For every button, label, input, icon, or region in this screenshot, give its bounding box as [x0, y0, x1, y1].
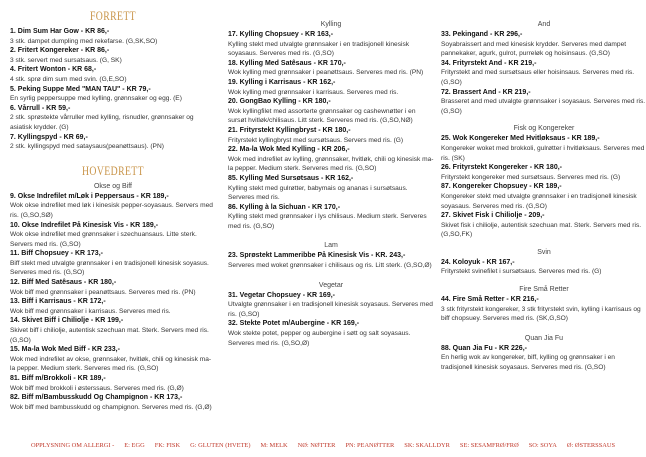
menu-item-description: 2 stk. sprøstekte vårruller med kylling, risnudler, grønnsaker og asiatisk krydder. (G) — [10, 114, 194, 131]
category-okse-og-biff: Okse og Biff — [93, 182, 132, 190]
menu-item-description: Kongereker stekt med utvalgte grønnsaker i en tradisjonell kinesisk soyasaus. Serveres med ris. (G,SO) — [441, 192, 637, 210]
menu-item-title: 13. Biff i Karrisaus - KR 172,- — [10, 298, 106, 306]
menu-item-description: Kylling stekt med grønnsaker i lys chilisaus. Medium sterk. Serveres med ris. (G,SO) — [228, 213, 427, 230]
menu-item — [228, 291, 434, 320]
menu-item-title: 14. Skivet Biff i Chiliolje - KR 199,- — [10, 317, 124, 325]
menu-item-title: 72. Brassert And - KR 219,- — [441, 88, 531, 96]
menu-item — [441, 59, 646, 88]
menu-item — [10, 104, 216, 133]
allergy-legend-entry: E: EGG — [124, 442, 145, 449]
menu-item-description: Wok kylling med grønnsaker i karrisaus. Serveres med ris. — [228, 88, 399, 96]
menu-item-description: Brasseret and med utvalgte grønnsaker i soyasaus. Serveres med ris. (G,SO) — [441, 98, 646, 115]
menu-item-title: 4. Fritert Wonton - KR 68,- — [10, 66, 97, 74]
category-and: And — [537, 21, 551, 28]
menu-item-title: 85. Kylling Med Sursøtsaus - KR 162,- — [228, 174, 354, 182]
allergy-legend-entry: SO: SOYA — [528, 442, 557, 449]
menu-item-description: En syrlig peppersuppe med kylling, grønnsaker og egg. (E) — [10, 95, 182, 103]
menu-item — [228, 59, 434, 78]
menu-item-title: 19. Kylling i Karrisaus - KR 162,- — [228, 78, 336, 86]
menu-item-description: Utvalgte grønnsaker i en tradisjonell kinesisk soyasaus. Serveres med ris. (G,SO) — [228, 301, 433, 318]
menu-item-title: 2. Fritert Kongereker - KR 86,- — [10, 47, 110, 55]
menu-item-description: Wok biff med brokkoli i østerssaus. Serveres med ris. (G,Ø) — [10, 384, 184, 392]
menu-item-description: Wok kyllingfilet med assorterte grønnsaker og cashewnøtter i en sursøt hvitløk/chilisaus. Litt sterk. Serveres med ris. (G,SO,NØ) — [228, 107, 416, 125]
menu-item — [228, 251, 434, 270]
menu-item-title: 18. Kylling Med Satêsaus - KR 170,- — [228, 59, 346, 67]
category-quan-jia-fu: Quan Jia Fu — [524, 334, 564, 342]
svin-list — [441, 258, 646, 277]
menu-item-description: Frityrstekt kongereker med sursøtsaus. Serveres med ris. (G) — [441, 173, 621, 181]
menu-item-description: Kylling stekt med gulrøtter, babymais og ananas i sursøtsaus. Serveres med ris. — [228, 184, 408, 202]
menu-item-title: 25. Wok Kongereker Med Hvitløksaus - KR 189,- — [441, 135, 600, 143]
menu-item-description: Wok biff med grønnsaker i peanøttsaus. Serveres med ris. (PN) — [10, 288, 196, 296]
menu-item-description: Wok biff med grønnsaker i karrisaus. Serveres med ris. — [10, 307, 171, 315]
menu-item-title: 21. Frityrstekt Kyllingbryst - KR 180,- — [228, 126, 351, 134]
menu-item-description: 4 stk. sprø dim sum med svin. (G,E,SO) — [10, 75, 127, 83]
menu-item — [10, 192, 216, 221]
allergy-legend — [0, 442, 646, 449]
menu-item-title: 9. Okse Indrefilet m/Løk i Peppersaus - KR 189,- — [10, 192, 169, 200]
allergy-legend-entry: M: MELK — [260, 442, 288, 449]
menu-item-description: Frityrstekt svinefilet i sursøtsaus. Serveres med ris. (G) — [441, 268, 602, 276]
menu-item-title: 10. Okse Indrefilet På Kinesisk Vis - KR 189,- — [10, 221, 159, 229]
menu-item — [441, 295, 646, 324]
menu-item — [228, 126, 434, 145]
menu-column-1 — [10, 0, 216, 412]
section-header-forrett: FORRETT — [89, 9, 137, 23]
menu-item — [228, 78, 434, 97]
allergy-legend-entry: FK: FISK — [154, 442, 181, 449]
menu-item-title: 12. Biff Med Satêsaus - KR 180,- — [10, 279, 117, 287]
menu-item-title: 20. GongBao Kylling - KR 180,- — [228, 98, 331, 106]
fire-list — [441, 295, 646, 324]
menu-item — [10, 316, 216, 345]
menu-item-title: 82. Biff m/Bambusskudd Og Champignon - KR 173,- — [10, 394, 183, 402]
menu-item — [228, 203, 434, 232]
menu-item-title: 33. Pekingand - KR 296,- — [441, 31, 523, 38]
menu-item — [10, 85, 216, 104]
menu-item-title: 86. Kylling à la Sichuan - KR 170,- — [228, 203, 341, 211]
menu-item — [10, 221, 216, 250]
menu-item-description: Biff stekt med utvalgte grønnsaker i en tradisjonell kinesisk soyasus. Serveres med ris. (G,SO) — [10, 259, 209, 277]
menu-item — [10, 374, 216, 393]
menu-item-title: 31. Vegetar Chopsuey - KR 169,- — [228, 291, 335, 299]
menu-item — [441, 134, 646, 163]
menu-item-title: 44. Fire Små Retter - KR 216,- — [441, 296, 539, 304]
quan-list — [441, 344, 646, 373]
menu-item-description: Wok biff med bambusskudd og champignon. Serveres med ris. (G,Ø) — [10, 403, 212, 411]
category-lam: Lam — [324, 242, 338, 250]
menu-item — [10, 27, 216, 46]
menu-item — [10, 249, 216, 278]
menu-item-title: 6. Vårrull - KR 59,- — [10, 104, 71, 112]
menu-item-description: Kongereker woket med brokkoli, gulrøtter i hvitløksaus. Serveres med ris. (SK) — [441, 144, 645, 162]
category-kylling: Kylling — [320, 21, 342, 28]
menu-item-description: Frityrstekt kyllingbryst med sursøtsaus. Servers med ris. (G) — [228, 136, 404, 144]
okse-list — [10, 192, 216, 413]
menu-item — [228, 319, 434, 348]
category-svin: Svin — [537, 248, 551, 256]
forrett-list — [10, 27, 216, 152]
menu-item — [441, 163, 646, 182]
menu-item-title: 34. Frityrstekt And - KR 219,- — [441, 59, 537, 67]
menu-item — [10, 65, 216, 84]
menu-item-title: 7. Kyllingspyd - KR 69,- — [10, 133, 88, 141]
menu-item — [441, 182, 646, 211]
menu-item-description: Kylling stekt med utvalgte grønnsaker i en tradisjonell kinesisk soyasaus. Serveres med ris. (G,SO) — [228, 40, 410, 58]
menu-item — [10, 133, 216, 152]
menu-item-description: Wok okse indrefilet med løk i kinesisk pepper-soyasaus. Servers med ris. (G,SO,SØ) — [10, 202, 213, 219]
menu-column-3 — [441, 0, 646, 373]
menu-item-description: Skivet biff i chiliolje, autentisk szechuan mat. Sterk. Servers med ris. (G,SO) — [10, 327, 209, 344]
allergy-legend-entry: PN: PEANØTTER — [345, 442, 395, 449]
section-header-hovedrett: HOVEDRETT — [81, 163, 145, 178]
menu-item — [441, 88, 646, 117]
menu-item — [441, 30, 646, 59]
menu-item-title: 27. Skivet Fisk i Chiliolje - 209,- — [441, 212, 545, 220]
category-vegetar: Vegetar — [318, 281, 344, 289]
menu-item-title: 87. Kongereker Chopsuey - KR 189,- — [441, 183, 562, 191]
allergy-legend-entry: SE: SESAMFRØ/FRØ — [459, 442, 519, 449]
menu-item-title: 1. Dim Sum Har Gow - KR 86,- — [10, 28, 110, 35]
menu-item-description: Wok stekte potet, pepper og aubergine i søtt og salt soyasaus. Serveres med ris. (G,SO,Ø) — [228, 330, 411, 347]
menu-item — [10, 46, 216, 65]
menu-item — [228, 145, 434, 174]
menu-item-description: Wok okse indrefilet med grønnsaker i szechuansaus. Litte sterk. Servers med ris. (G,SO) — [10, 231, 197, 248]
menu-item-title: 24. Koloyuk - KR 167,- — [441, 258, 515, 266]
menu-item — [10, 393, 216, 412]
menu-item-title: 26. Frityrstekt Kongereker - KR 180,- — [441, 164, 562, 172]
fisk-list — [441, 134, 646, 240]
menu-item-description: Wok med indrefilet av kylling, grønnsaker, hvitløk, chili og kinesisk ma-la pepper. Medium sterk. Serveres med ris. (G,SO) — [228, 155, 434, 173]
menu-item-description: Frityrstekt and med sursøtsaus eller hoisinsaus. Serveres med ris. (G,SO) — [441, 69, 635, 86]
menu-item-title: 5. Peking Suppe Med "MAN TAU" - KR 79,- — [10, 85, 151, 93]
menu-item-description: Soyabraissert and med kinesisk krydder. Serveres med dampet pannekaker, agurk, gulrot, purreløk og hoisinsaus. (G,SO) — [441, 40, 627, 58]
menu-item-title: 17. Kylling Chopsuey - KR 163,- — [228, 31, 334, 38]
menu-item-description: 3 stk. servert med sursatsaus. (G, SK) — [10, 56, 122, 64]
menu-column-2 — [228, 0, 434, 348]
menu-item — [10, 297, 216, 316]
category-fisk: Fisk og Kongereker — [513, 125, 575, 133]
kylling-list — [228, 30, 434, 231]
menu-item-title: 88. Quan Jia Fu - KR 226,- — [441, 344, 527, 352]
menu-item-title: 23. Sprøstekt Lammeribbe På Kinesisk Vis - KR. 243,- — [228, 252, 406, 260]
menu-item-description: 2 stk. kyllingspyd med sataysaus(peanøttsaus). (PN) — [10, 143, 164, 151]
menu-item — [441, 211, 646, 240]
allergy-legend-entry: G: GLUTEN (HVETE) — [190, 442, 251, 449]
menu-item-title: 15. Ma-la Wok Med Biff - KR 233,- — [10, 346, 120, 354]
menu-item — [228, 97, 434, 126]
menu-item — [10, 278, 216, 297]
category-fire-sma-retter: Fire Små Retter — [519, 286, 569, 294]
lam-list — [228, 251, 434, 270]
allergy-legend-entry: OPPLYSNING OM ALLERGI - — [30, 442, 115, 449]
menu-item-description: Wok med indrefilet av okse, grønnsaker, hvitløk, chili og kinesisk ma-la pepper. Medium sterk. Serveres med ris. (G,SO) — [10, 355, 212, 373]
and-list — [441, 30, 646, 116]
menu-item-description: Skivet fisk i chiliolje, autentisk szechuan mat. Sterk. Servers med ris. (G,SO,FK) — [441, 221, 642, 239]
menu-item-title: 11. Biff Chopsuey - KR 173,- — [10, 250, 103, 258]
menu-item-title: 81. Biff m/Brokkoli - KR 189,- — [10, 375, 106, 382]
menu-item-description: Serveres med woket grønnsaker i chilisaus og ris. Litt sterk. (G,SO,Ø) — [228, 262, 432, 270]
allergy-legend-entry: SK: SKALLDYR — [404, 442, 450, 449]
menu-item — [441, 344, 646, 373]
allergy-legend-entry: NØ: NØTTER — [297, 442, 336, 449]
menu-item — [10, 345, 216, 374]
vegetar-list — [228, 291, 434, 349]
menu-item-description: En herlig wok av kongereker, biff, kylling og grønnsaker i en tradisjonell kinesisk soyasaus. Serveres med ris. (G,SO) — [441, 354, 615, 372]
menu-item-description: 3 stk frityrstekt kongereker, 3 stk frityrstekt svin, kylling i karrisaus og biff chopsuey. Serveres med ris. (SK,G,SO) — [441, 305, 641, 323]
menu-item — [228, 174, 434, 203]
menu-item — [441, 258, 646, 277]
menu-item-title: 22. Ma-la Wok Med Kylling - KR 206,- — [228, 146, 350, 154]
allergy-legend-entry: Ø: ØSTERSSAUS — [566, 442, 616, 449]
menu-item — [228, 30, 434, 59]
menu-item-description: Wok kylling med grønnsaker i peanøttsaus. Serveres med ris. (PN) — [228, 69, 424, 77]
menu-item-title: 32. Stekte Potet m/Aubergine - KR 169,- — [228, 320, 360, 328]
menu-item-description: 3 stk. dampet dumpling med rekefarse. (G,SK,SO) — [10, 37, 158, 45]
